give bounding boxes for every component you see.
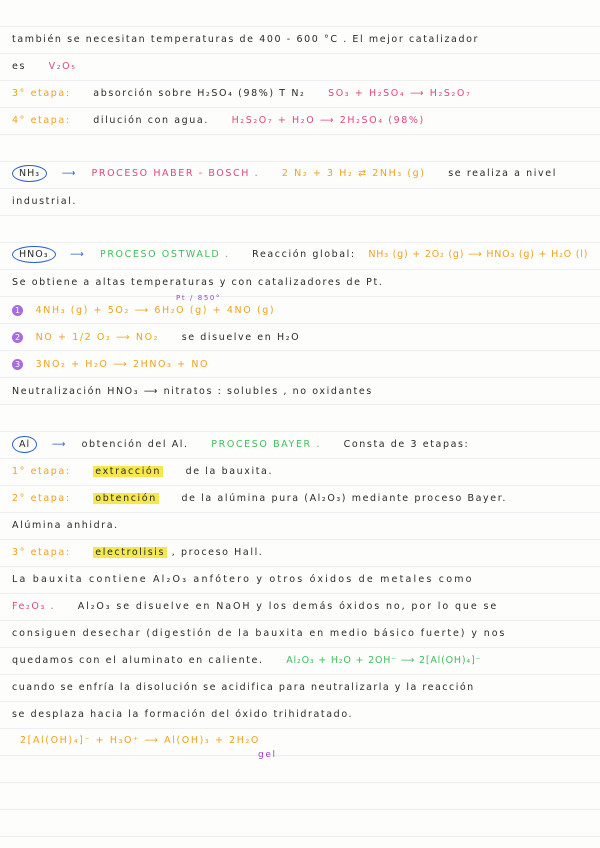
- nh3-heading: [12, 165, 557, 182]
- gel-annotation: gel: [258, 750, 277, 760]
- text-line: industrial.: [12, 196, 78, 207]
- al-circle-label: Al: [12, 436, 37, 453]
- arrow-icon: ⟶: [61, 168, 77, 179]
- highlighted-term: obtención: [95, 493, 157, 504]
- equation: 4NH₃ (g) + 5O₂ ⟶ 6H₂O (g) + 4NO (g): [35, 305, 276, 316]
- stage-label: 1° etapa:: [12, 466, 71, 477]
- text: Consta de 3 etapas:: [343, 439, 470, 450]
- text-line: se desplaza hacia la formación del óxido trihidratado.: [12, 709, 354, 720]
- reaction-line: [12, 332, 300, 343]
- text: de la bauxita.: [185, 466, 274, 477]
- text: de la alúmina pura (Al₂O₃) mediante proceso Bayer.: [181, 493, 507, 504]
- text: es: [12, 61, 26, 72]
- text-line: también se necesitan temperaturas de 400 - 600 °C . El mejor catalizador: [12, 34, 480, 45]
- highlighted-term: extracción: [95, 466, 161, 477]
- text: Reacción global:: [252, 249, 356, 260]
- text-line: cuando se enfría la disolución se acidifica para neutralizarla y la reacción: [12, 682, 475, 693]
- text: se disuelve en H₂O: [181, 332, 301, 343]
- step-1-badge: 1: [12, 305, 23, 316]
- stage-line: [12, 547, 263, 558]
- stage-line: [12, 115, 425, 126]
- process-name: PROCESO BAYER .: [211, 439, 321, 450]
- stage-line: [12, 88, 471, 99]
- formula: Fe₂O₃ .: [12, 601, 56, 612]
- arrow-icon: ⟶: [70, 249, 86, 260]
- text: se realiza a nivel: [448, 168, 557, 179]
- equation: Al₂O₃ + H₂O + 2OH⁻ ⟶ 2[Al(OH)₄]⁻: [286, 655, 482, 666]
- text-line: [12, 61, 77, 72]
- equation: SO₃ + H₂SO₄ ⟶ H₂S₂O₇: [328, 88, 472, 99]
- equation: H₂S₂O₇ + H₂O ⟶ 2H₂SO₄ (98%): [231, 115, 425, 126]
- arrow-icon: ⟶: [51, 439, 67, 450]
- nh3-circle-label: NH₃: [12, 165, 47, 182]
- reaction-line: [12, 359, 209, 370]
- stage-text: dilución con agua.: [93, 115, 209, 126]
- step-2-badge: 2: [12, 332, 23, 343]
- step-3-badge: 3: [12, 359, 23, 370]
- text-line: consiguen desechar (digestión de la bauxita en medio básico fuerte) y nos: [12, 628, 507, 639]
- stage-line: [12, 466, 273, 477]
- text-line: Se obtiene a altas temperaturas y con catalizadores de Pt.: [12, 277, 384, 288]
- al-heading: [12, 436, 469, 453]
- stage-label: 4° etapa:: [12, 115, 71, 126]
- text-line: [12, 655, 481, 666]
- equation: NH₃ (g) + 2O₂ (g) ⟶ HNO₃ (g) + H₂O (l): [368, 249, 589, 260]
- text: Al₂O₃ se disuelve en NaOH y los demás óxidos no, por lo que se: [77, 601, 499, 612]
- text: , proceso Hall.: [171, 547, 264, 558]
- text-line: Neutralización HNO₃ ⟶ nitratos : solubles , no oxidantes: [12, 386, 373, 397]
- text-line: [12, 601, 498, 612]
- stage-label: 3° etapa:: [12, 547, 71, 558]
- reaction-condition: Pt / 850°: [176, 294, 222, 302]
- reaction-line: [12, 305, 275, 316]
- text: quedamos con el aluminato en caliente.: [12, 655, 264, 666]
- process-name: PROCESO OSTWALD .: [100, 249, 230, 260]
- hno3-circle-label: HNO₃: [12, 246, 56, 263]
- equation: 3NO₂ + H₂O ⟶ 2HNO₃ + NO: [35, 359, 210, 370]
- equation: 2 N₂ + 3 H₂ ⇄ 2NH₃ (g): [281, 168, 426, 179]
- text: obtención del Al.: [81, 439, 189, 450]
- equation: 2[Al(OH)₄]⁻ + H₃O⁺ ⟶ Al(OH)₃ + 2H₂O: [20, 735, 261, 746]
- stage-label: 2° etapa:: [12, 493, 71, 504]
- text-line: La bauxita contiene Al₂O₃ anfótero y otros óxidos de metales como: [12, 574, 474, 585]
- text-line: Alúmina anhidra.: [12, 520, 119, 531]
- process-name: PROCESO HABER - BOSCH .: [91, 168, 260, 179]
- stage-line: [12, 493, 507, 504]
- stage-label: 3° etapa:: [12, 88, 71, 99]
- equation: NO + 1/2 O₂ ⟶ NO₂: [35, 332, 160, 343]
- catalyst-formula: V₂O₅: [48, 61, 77, 72]
- highlighted-term: electrolisis: [95, 547, 166, 558]
- hno3-heading: [12, 246, 588, 263]
- stage-text: absorción sobre H₂SO₄ (98%) T N₂: [93, 88, 306, 99]
